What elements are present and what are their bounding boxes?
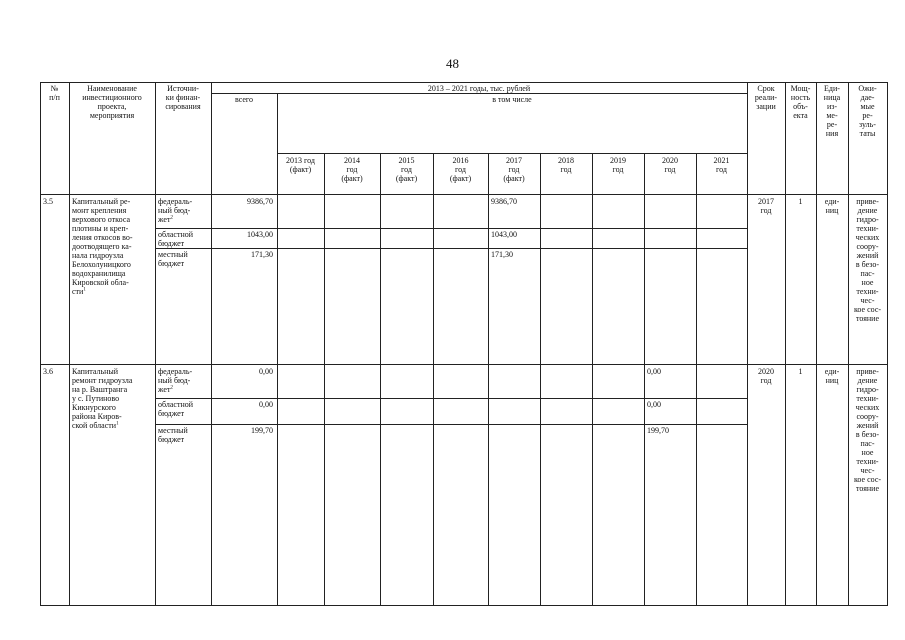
rule: [40, 194, 888, 195]
header-total: всего: [234, 95, 253, 104]
rule: [155, 248, 747, 249]
header-year: 2018 год: [558, 156, 574, 174]
rule: [887, 82, 888, 606]
rule: [785, 82, 786, 606]
rule: [155, 228, 747, 229]
rule: [40, 82, 888, 83]
header-year: 2014 год (факт): [341, 156, 363, 183]
total-value: 1043,00: [247, 230, 273, 239]
header-year: 2020 год: [662, 156, 678, 174]
investment-table: [40, 82, 888, 606]
rule: [747, 82, 748, 606]
deadline: 2020 год: [758, 367, 774, 385]
header-year: 2015 год (факт): [395, 156, 418, 183]
header-year: 2021 год: [713, 156, 730, 174]
header-num: № п/п: [49, 84, 60, 102]
unit: еди- ниц: [824, 197, 840, 215]
rule: [644, 153, 645, 606]
header-year: 2013 год (факт): [286, 156, 315, 174]
expected-result: приве- дение гидро- техни- ческих соору- жений в безо- пас- ное техни- чес- кое сос- тояние: [853, 367, 882, 493]
year-value: 1043,00: [491, 230, 517, 239]
source-label: областной бюджет: [158, 400, 194, 418]
row-num: 3.6: [43, 367, 53, 376]
rule: [211, 93, 747, 94]
rule: [40, 364, 888, 365]
header-result: Ожи- дае- мые ре- зуль- таты: [858, 84, 877, 138]
source-label: федераль- ный бюд- жет$^2$: [158, 367, 193, 394]
rule: [848, 82, 849, 606]
deadline: 2017 год: [758, 197, 774, 215]
rule: [816, 82, 817, 606]
header-year: 2019 год: [610, 156, 626, 174]
total-value: 0,00: [259, 400, 273, 409]
total-value: 9386,70: [247, 197, 273, 206]
header-including: в том числе: [492, 95, 532, 104]
page-number: 48: [446, 56, 459, 71]
total-value: 199,70: [251, 426, 273, 435]
header-year: 2016 год (факт): [449, 156, 472, 183]
header-deadline: Срок реали- зации: [754, 84, 778, 111]
rule: [433, 153, 434, 606]
rule: [155, 424, 747, 425]
year-value: 9386,70: [491, 197, 517, 206]
unit: еди- ниц: [824, 367, 840, 385]
source-label: областной бюджет: [158, 230, 194, 248]
rule: [696, 153, 697, 606]
total-value: 0,00: [259, 367, 273, 376]
header-unit: Еди- ница из- ме- ре- ния: [823, 84, 841, 138]
source-label: местный бюджет: [158, 250, 188, 268]
header-period: 2013 – 2021 годы, тыс. рублей: [427, 84, 531, 93]
row-num: 3.5: [43, 197, 53, 206]
rule: [324, 153, 325, 606]
header-year: 2017 год (факт): [503, 156, 525, 183]
rule: [540, 153, 541, 606]
year-value: 0,00: [647, 400, 661, 409]
year-value: 0,00: [647, 367, 661, 376]
rule: [211, 82, 212, 606]
rule: [155, 82, 156, 606]
rule: [277, 153, 747, 154]
expected-result: приве- дение гидро- техни- ческих соору- жений в безо- пас- ное техни- чес- кое сос- тояние: [853, 197, 882, 323]
capacity: 1: [798, 197, 803, 206]
header-source: Источни- ки финан- сирования: [165, 84, 201, 111]
rule: [380, 153, 381, 606]
rule: [40, 82, 41, 606]
header-capacity: Мощ- ность объ- екта: [790, 84, 811, 120]
project-name: Капитальный ремонт гидроузла на р. Ваштранга у с. Путиново Кикнурского района Киров- ской области$^1$: [72, 367, 133, 430]
rule: [592, 153, 593, 606]
capacity: 1: [798, 367, 803, 376]
source-label: местный бюджет: [158, 426, 188, 444]
project-name: Капитальный ре- монт крепления верхового откоса плотины и креп- ления откосов во- доотводящего ка- нала гидроузла Белохолуницкого водохранилища Кировской обла- сти$^1$: [72, 197, 133, 296]
total-value: 171,30: [251, 250, 273, 259]
header-name: Наименование инвестиционного проекта, мероприятия: [82, 84, 142, 120]
rule: [69, 82, 70, 606]
year-value: 199,70: [647, 426, 669, 435]
rule: [488, 153, 489, 606]
rule: [40, 605, 888, 606]
source-label: федераль- ный бюд- жет$^2$: [158, 197, 193, 224]
rule: [155, 398, 747, 399]
year-value: 171,30: [491, 250, 513, 259]
